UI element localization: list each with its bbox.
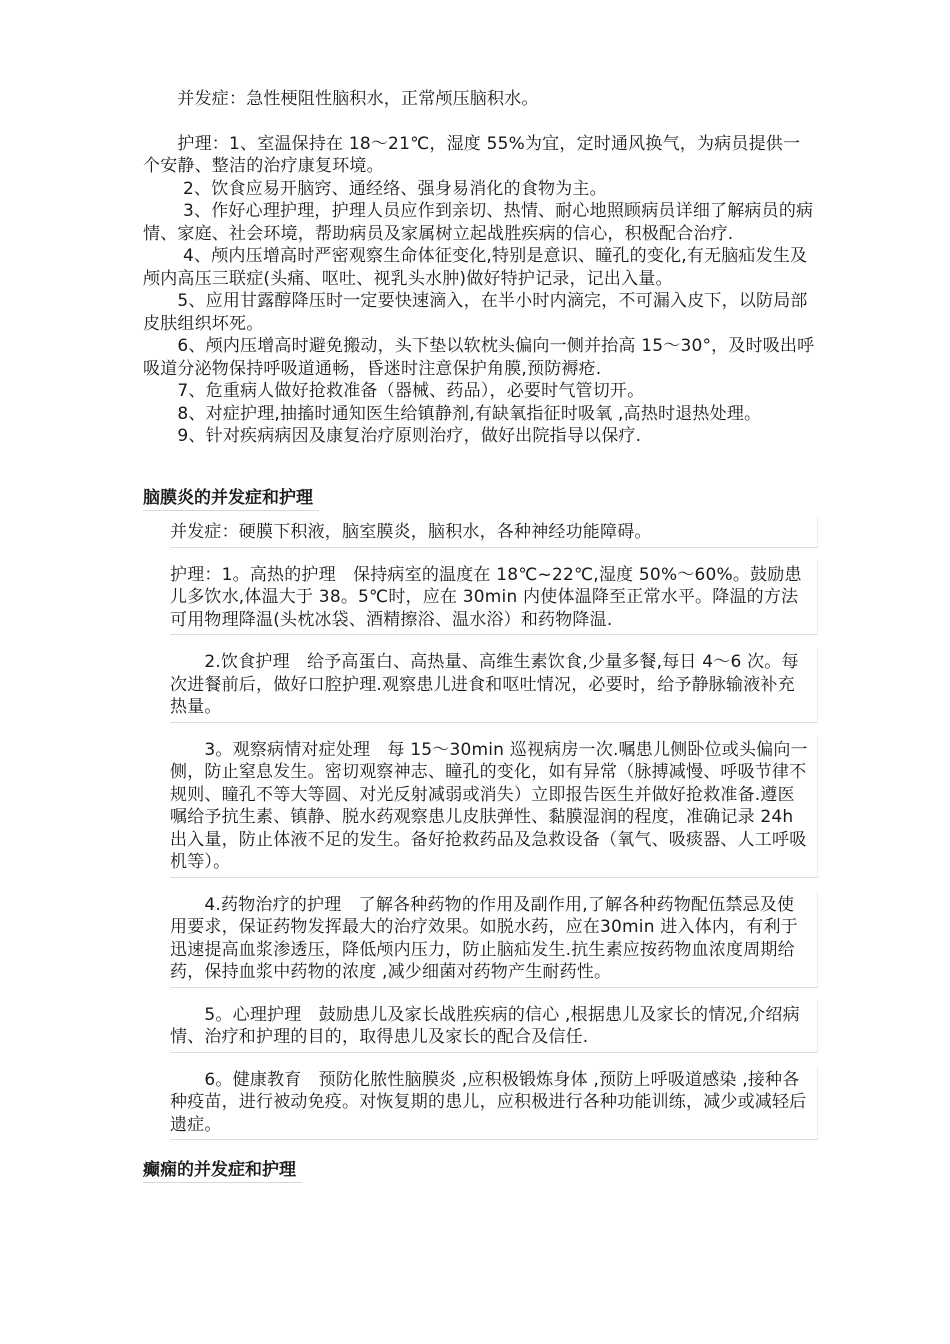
meningitis-care-2: 2.饮食护理 给予高蛋白、高热量、高维生素饮食,少量多餐,每日 4～6 次。每次进餐前后，做好口腔护理.观察患儿进食和呕吐情况，必要时，给予静脉输液补充热量。 [170,648,818,723]
care-item-5: 5、应用甘露醇降压时一定要快速滴入，在半小时内滴完，不可漏入皮下，以防局部皮肤组织坏死。 [143,291,808,334]
care-item-9: 9、针对疾病病因及康复治疗原则治疗，做好出院指导以保疗. [143,426,642,446]
care-item-4: 4、颅内压增高时严密观察生命体征变化,特别是意识、瞳孔的变化,有无脑疝发生及颅内高压三联症(头痛、呕吐、视乳头水肿)做好特护记录，记出入量。 [143,246,808,289]
hydrocephalus-care-section [143,88,815,448]
care-item-6: 6、颅内压增高时避免搬动，头下垫以软枕头偏向一侧并抬高 15～30°，及时吸出呼吸道分泌物保持呼吸道通畅，昏迷时注意保护角膜,预防褥疮. [143,336,815,379]
care-item-2: 2、饮食应易开脑窍、通经络、强身易消化的食物为主。 [143,178,607,199]
meningitis-care-3: 3。观察病情对症处理 每 15～30min 巡视病房一次.嘱患儿侧卧位或头偏向一侧，防止窒息发生。密切观察神志、瞳孔的变化，如有异常（脉搏减慢、呼吸节律不规则、瞳孔不等大等圆、对光反射减弱或消失）立即报告医生并做好抢救准备.遵医嘱给予抗生素、镇静、脱水药观察患儿皮肤弹性、黏膜湿润的程度，准确记录 24h 出入量，防止体液不足的发生。备好抢救药品及急救设备（氧气、吸痰器、人工呼吸机等）。 [170,736,818,878]
meningitis-heading: 脑膜炎的并发症和护理 [143,486,319,511]
meningitis-care-1: 护理：1。高热的护理 保持病室的温度在 18℃~22℃,湿度 50%～60%。鼓励患儿多饮水,体温大于 38。5℃时，应在 30min 内使体温降至正常水平。降温的方法可用物理降温(头枕冰袋、酒精擦浴、温水浴）和药物降温. [170,561,818,636]
meningitis-care-5: 5。心理护理 鼓励患儿及家长战胜疾病的信心 ,根据患儿及家长的情况,介绍病情、治疗和护理的目的，取得患儿及家长的配合及信任. [170,1001,818,1053]
meningitis-care-6: 6。健康教育 预防化脓性脑膜炎 ,应积极锻炼身体 ,预防上呼吸道感染 ,接种各种疫苗，进行被动免疫。对恢复期的患儿，应积极进行各种功能训练，减少或减轻后遗症。 [170,1066,818,1141]
care-item-3: 3、作好心理护理，护理人员应作到亲切、热情、耐心地照顾病员详细了解病员的病情、家庭、社会环境，帮助病员及家属树立起战胜疾病的信心，积极配合治疗. [143,201,814,244]
epilepsy-heading: 癫痫的并发症和护理 [143,1158,302,1183]
complication-paragraph: 并发症：急性梗阻性脑积水，正常颅压脑积水。 [143,89,539,109]
meningitis-complication: 并发症：硬膜下积液，脑室膜炎，脑积水，各种神经功能障碍。 [170,518,818,548]
care-item-1: 护理：1、室温保持在 18～21℃，湿度 55%为宜，定时通风换气，为病员提供一个安静、整洁的治疗康复环境。 [143,133,801,176]
care-item-8: 8、对症护理,抽搐时通知医生给镇静剂,有缺氧指征时吸氧 ,高热时退热处理。 [143,403,762,424]
care-item-7: 7、危重病人做好抢救准备（器械、药品），必要时气管切开。 [143,381,645,401]
paragraph-gap [143,111,815,133]
meningitis-care-section [170,518,818,1153]
meningitis-care-4: 4.药物治疗的护理 了解各种药物的作用及副作用,了解各种药物配伍禁忌及使用要求，保证药物发挥最大的治疗效果。如脱水药，应在30min 进入体内，有利于迅速提高血浆渗透压，降低颅内压力，防止脑疝发生.抗生素应按药物血浓度周期给药，保持血浆中药物的浓度 ,减少细菌对药物产生耐药性。 [170,891,818,988]
